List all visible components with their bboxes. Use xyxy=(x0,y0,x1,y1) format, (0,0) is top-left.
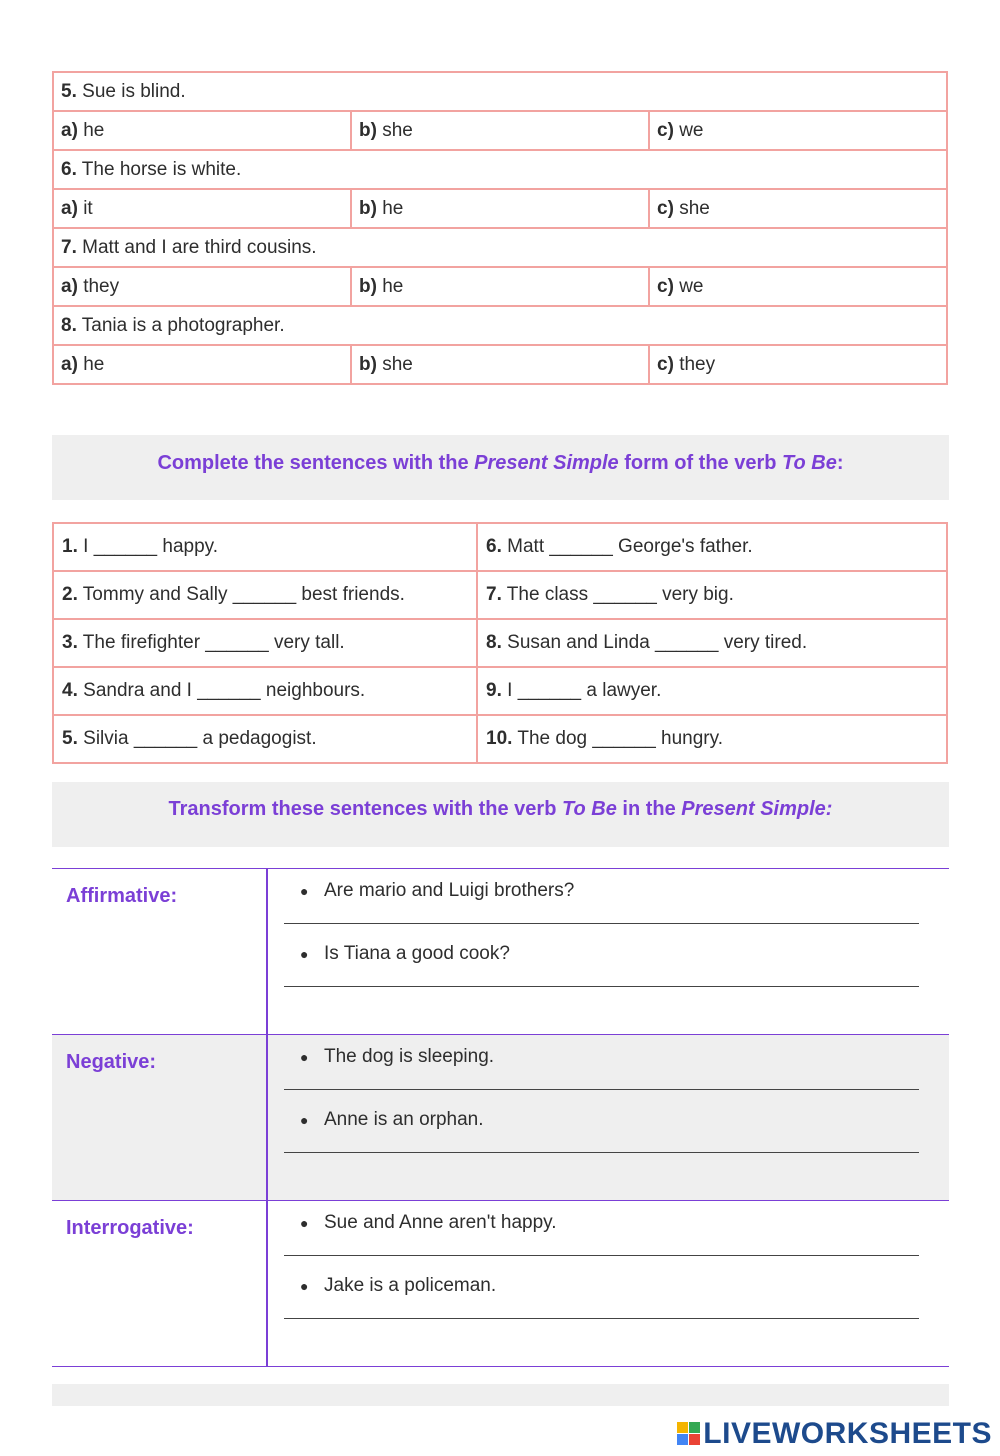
transform-row xyxy=(52,1201,949,1367)
sentence-text: Matt ______ George's father. xyxy=(507,536,753,557)
transform-items xyxy=(267,1035,949,1201)
answer-option[interactable] xyxy=(351,111,649,150)
answer-option[interactable] xyxy=(53,111,351,150)
option-letter: b) xyxy=(359,197,377,219)
transform-sentence-text: Is Tiana a good cook? xyxy=(324,943,510,964)
sentence-cell[interactable] xyxy=(477,715,947,763)
answer-option[interactable] xyxy=(351,189,649,228)
transform-section-header xyxy=(52,782,949,847)
question-text: Tania is a photographer. xyxy=(81,314,285,336)
answer-option[interactable] xyxy=(351,267,649,306)
sentence-cell[interactable] xyxy=(477,619,947,667)
sentence-text: Sandra and I ______ neighbours. xyxy=(83,680,366,701)
sentence-row xyxy=(53,571,947,619)
transform-sentence xyxy=(284,1045,919,1079)
question-cell xyxy=(53,72,947,111)
option-word: she xyxy=(382,119,413,141)
sentence-row xyxy=(53,523,947,571)
bullet-icon: ● xyxy=(300,1278,309,1294)
sentence-row xyxy=(53,619,947,667)
answer-line[interactable] xyxy=(284,1308,919,1319)
answer-option[interactable] xyxy=(649,267,947,306)
option-letter: a) xyxy=(61,197,78,219)
option-word: he xyxy=(382,197,404,219)
option-letter: c) xyxy=(657,197,674,219)
option-word: he xyxy=(83,353,105,375)
option-letter: c) xyxy=(657,119,674,141)
sentence-text: Silvia ______ a pedagogist. xyxy=(83,728,317,749)
transform-sentence-text: Are mario and Luigi brothers? xyxy=(324,880,575,901)
sentence-text: The dog ______ hungry. xyxy=(517,728,724,749)
transform-sentence-text: Anne is an orphan. xyxy=(324,1109,484,1130)
option-word: she xyxy=(382,353,413,375)
question-row xyxy=(53,150,947,189)
complete-section-title: Complete the sentences with the Present Simple form of the verb To Be: xyxy=(157,452,844,474)
bullet-icon: ● xyxy=(300,1112,309,1128)
option-word: we xyxy=(679,119,704,141)
transform-label: Negative: xyxy=(52,1035,267,1201)
option-word: he xyxy=(83,119,105,141)
option-word: they xyxy=(679,353,716,375)
answer-option[interactable] xyxy=(53,267,351,306)
transform-row xyxy=(52,1035,949,1201)
transform-sentence-text: The dog is sleeping. xyxy=(324,1046,495,1067)
liveworksheets-logo xyxy=(677,1418,992,1450)
question-text: Matt and I are third cousins. xyxy=(82,236,317,258)
sentence-number: 7. xyxy=(486,584,502,605)
bullet-icon: ● xyxy=(300,1215,309,1231)
question-text: The horse is white. xyxy=(81,158,242,180)
option-letter: a) xyxy=(61,119,78,141)
question-row xyxy=(53,72,947,111)
option-word: it xyxy=(83,197,93,219)
sentence-number: 2. xyxy=(62,584,78,605)
transform-section-title: Transform these sentences with the verb To Be in the Present Simple: xyxy=(168,798,833,820)
sentence-cell[interactable] xyxy=(53,571,477,619)
bullet-icon: ● xyxy=(300,946,309,962)
sentence-cell[interactable] xyxy=(53,667,477,715)
question-cell xyxy=(53,306,947,345)
transform-sentence xyxy=(284,1108,919,1142)
option-word: she xyxy=(679,197,710,219)
complete-section-header xyxy=(52,435,949,500)
bullet-icon: ● xyxy=(300,1049,309,1065)
question-row xyxy=(53,306,947,345)
sentence-number: 3. xyxy=(62,632,78,653)
transform-sentence-text: Sue and Anne aren't happy. xyxy=(324,1212,557,1233)
answer-option[interactable] xyxy=(53,345,351,384)
sentence-number: 5. xyxy=(62,728,78,749)
complete-sentences-table xyxy=(52,522,948,764)
transform-sentence xyxy=(284,879,919,913)
sentence-number: 8. xyxy=(486,632,502,653)
options-row xyxy=(53,345,947,384)
sentence-number: 1. xyxy=(62,536,78,557)
bullet-icon: ● xyxy=(300,883,309,899)
answer-line[interactable] xyxy=(284,976,919,987)
options-row xyxy=(53,111,947,150)
footer-band xyxy=(52,1384,949,1406)
transform-label: Interrogative: xyxy=(52,1201,267,1367)
sentence-text: I ______ happy. xyxy=(83,536,219,557)
sentence-cell[interactable] xyxy=(477,571,947,619)
question-cell xyxy=(53,228,947,267)
sentence-number: 6. xyxy=(486,536,502,557)
answer-option[interactable] xyxy=(649,189,947,228)
question-text: Sue is blind. xyxy=(82,80,186,102)
sentence-row xyxy=(53,667,947,715)
option-letter: c) xyxy=(657,275,674,297)
transform-sentence xyxy=(284,1211,919,1245)
liveworksheets-logo-text: LIVEWORKSHEETS xyxy=(703,1417,992,1450)
answer-line[interactable] xyxy=(284,1245,919,1256)
sentence-number: 9. xyxy=(486,680,502,701)
sentence-text: The class ______ very big. xyxy=(506,584,734,605)
question-number: 5. xyxy=(61,80,77,102)
sentence-cell[interactable] xyxy=(53,523,477,571)
options-row xyxy=(53,189,947,228)
sentence-cell[interactable] xyxy=(53,619,477,667)
question-number: 6. xyxy=(61,158,77,180)
transform-sentence xyxy=(284,1274,919,1308)
sentence-number: 10. xyxy=(486,728,513,749)
options-row xyxy=(53,267,947,306)
sentence-text: I ______ a lawyer. xyxy=(507,680,662,701)
answer-option[interactable] xyxy=(351,345,649,384)
option-word: he xyxy=(382,275,404,297)
option-letter: a) xyxy=(61,275,78,297)
liveworksheets-logo-icon xyxy=(677,1422,701,1446)
answer-option[interactable] xyxy=(53,189,351,228)
transform-sentence xyxy=(284,942,919,976)
answer-option[interactable] xyxy=(649,111,947,150)
question-number: 8. xyxy=(61,314,77,336)
question-number: 7. xyxy=(61,236,77,258)
transform-items xyxy=(267,1201,949,1367)
transform-sentence-text: Jake is a policeman. xyxy=(324,1275,497,1296)
transform-items xyxy=(267,869,949,1035)
option-letter: b) xyxy=(359,275,377,297)
sentence-text: The firefighter ______ very tall. xyxy=(82,632,345,653)
answer-line[interactable] xyxy=(284,913,919,924)
answer-line[interactable] xyxy=(284,1142,919,1153)
sentence-cell[interactable] xyxy=(53,715,477,763)
sentence-cell[interactable] xyxy=(477,667,947,715)
option-letter: b) xyxy=(359,353,377,375)
question-cell xyxy=(53,150,947,189)
sentence-text: Tommy and Sally ______ best friends. xyxy=(82,584,405,605)
option-word: they xyxy=(83,275,120,297)
answer-line[interactable] xyxy=(284,1079,919,1090)
option-letter: b) xyxy=(359,119,377,141)
sentence-number: 4. xyxy=(62,680,78,701)
transform-row xyxy=(52,869,949,1035)
pronoun-choice-table xyxy=(52,71,948,385)
sentence-text: Susan and Linda ______ very tired. xyxy=(507,632,808,653)
option-letter: c) xyxy=(657,353,674,375)
option-word: we xyxy=(679,275,704,297)
option-letter: a) xyxy=(61,353,78,375)
transform-table xyxy=(52,868,949,1367)
sentence-row xyxy=(53,715,947,763)
answer-option[interactable] xyxy=(649,345,947,384)
transform-label: Affirmative: xyxy=(52,869,267,1035)
sentence-cell[interactable] xyxy=(477,523,947,571)
question-row xyxy=(53,228,947,267)
